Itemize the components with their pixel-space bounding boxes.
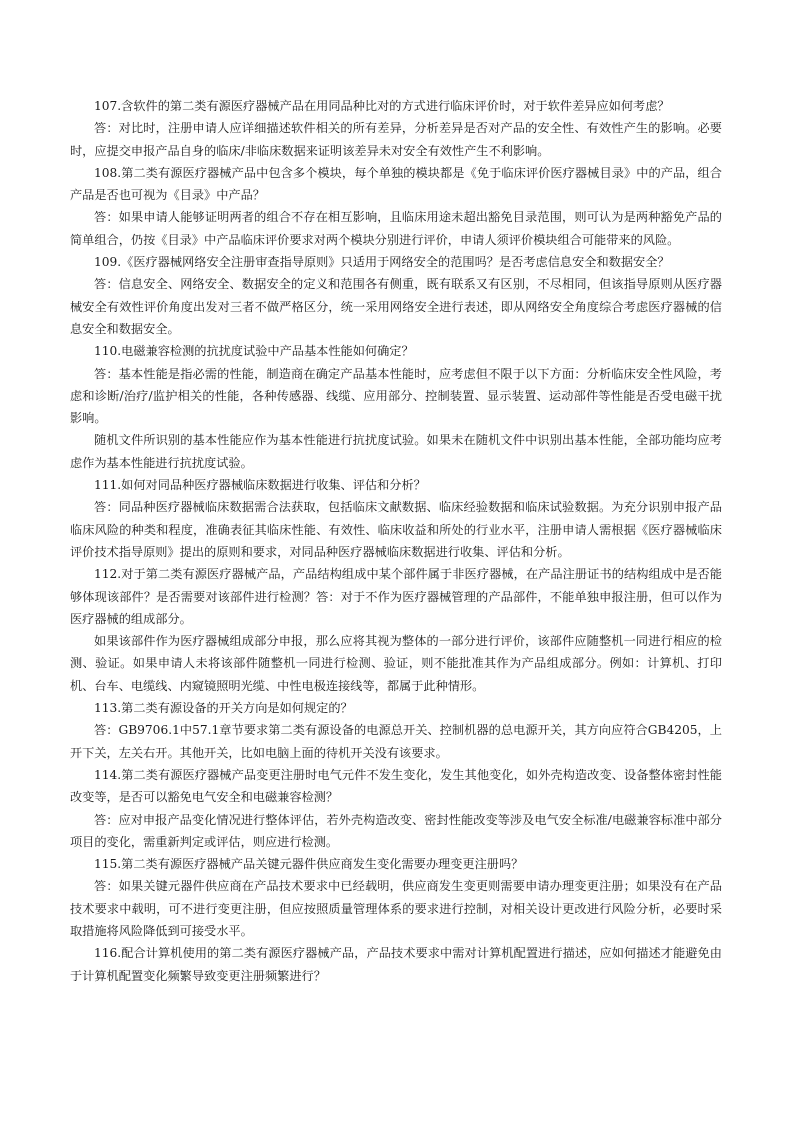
answer-110-continued: 随机文件所识别的基本性能应作为基本性能进行抗扰度试验。如果未在随机文件中识别出基本性能，全部功能均应考虑作为基本性能进行抗扰度试验。	[70, 433, 722, 470]
question-109: 109.《医疗器械网络安全注册审查指导原则》只适用于网络安全的范围吗？是否考虑信息安全和数据安全？	[94, 255, 670, 270]
question-114: 114.第二类有源医疗器械产品变更注册时电气元件不发生变化，发生其他变化，如外壳构造改变、设备整体密封性能改变等，是否可以豁免电气安全和电磁兼容检测？	[70, 767, 722, 805]
question-116: 116.配合计算机使用的第二类有源医疗器械产品，产品技术要求中需对计算机配置进行描述，应如何描述才能避免由于计算机配置变化频繁导致变更注册频繁进行？	[70, 946, 722, 983]
question-113: 113.第二类有源设备的开关方向是如何规定的？	[94, 701, 353, 716]
answer-114: 答：应对申报产品变化情况进行整体评估，若外壳构造改变、密封性能改变等涉及电气安全标准/电磁兼容标准中部分项目的变化，需重新判定或评估，则应进行检测。	[70, 812, 722, 849]
answer-112-continued: 如果该部件作为医疗器械组成部分申报，那么应将其视为整体的一部分进行评价，该部件应随整机一同进行相应的检测、验证。如果申请人未将该部件随整机一同进行检测、验证，则不能批准其作为产品组成部分。例如：计算机、打印机、台车、电缆线、内窥镜照明光缆、中性电极连接线等，都属于此种情形。	[70, 634, 722, 693]
answer-108: 答：如果申请人能够证明两者的组合不存在相互影响，且临床用途未超出豁免目录范围，则可认为是两种豁免产品的简单组合，仍按《目录》中产品临床评价要求对两个模块分别进行评价，申请人须评价模块组合可能带来的风险。	[70, 210, 722, 247]
question-115: 115.第二类有源医疗器械产品关键元器件供应商发生变化需要办理变更注册吗？	[94, 857, 524, 872]
question-111: 111.如何对同品种医疗器械临床数据进行收集、评估和分析？	[94, 478, 426, 493]
answer-111: 答：同品种医疗器械临床数据需合法获取，包括临床文献数据、临床经验数据和临床试验数据。为充分识别申报产品临床风险的种类和程度，准确表征其临床性能、有效性、临床收益和所处的行业水平，注册申请人需根据《医疗器械临床评价技术指导原则》提出的原则和要求，对同品种医疗器械临床数据进行收集、评估和分析。	[70, 500, 722, 559]
document-page	[70, 95, 722, 987]
answer-113: 答：GB9706.1中57.1章节要求第二类有源设备的电源总开关、控制机器的总电源开关，其方向应符合GB4205，上开下关，左关右开。其他开关，比如电脑上面的待机开关没有该要求。	[70, 723, 722, 760]
question-answer-112: 112.对于第二类有源医疗器械产品，产品结构组成中某个部件属于非医疗器械，在产品注册证书的结构组成中是否能够体现该部件？是否需要对该部件进行检测？答：对于不作为医疗器械管理的产品部件，不能单独申报注册，但可以作为医疗器械的组成部分。	[70, 567, 722, 626]
answer-107: 答：对比时，注册申请人应详细描述软件相关的所有差异，分析差异是否对产品的安全性、有效性产生的影响。必要时，应提交申报产品自身的临床/非临床数据来证明该差异未对安全有效性产生不利影响。	[70, 121, 722, 158]
question-110: 110.电磁兼容检测的抗扰度试验中产品基本性能如何确定？	[94, 344, 414, 359]
answer-109: 答：信息安全、网络安全、数据安全的定义和范围各有侧重，既有联系又有区别，不尽相同，但该指导原则从医疗器械安全有效性评价角度出发对三者不做严格区分，统一采用网络安全进行表述，即从网络安全角度综合考虑医疗器械的信息安全和数据安全。	[70, 277, 722, 336]
question-108: 108.第二类有源医疗器械产品中包含多个模块，每个单独的模块都是《免于临床评价医疗器械目录》中的产品，组合产品是否也可视为《目录》中产品？	[70, 165, 722, 203]
question-107: 107.含软件的第二类有源医疗器械产品在用同品种比对的方式进行临床评价时，对于软件差异应如何考虑？	[94, 99, 670, 113]
answer-110: 答：基本性能是指必需的性能，制造商在确定产品基本性能时，应考虑但不限于以下方面：分析临床安全性风险，考虑和诊断/治疗/监护相关的性能，各种传感器、线缆、应用部分、控制装置、显示装置、运动部件等性能是否受电磁干扰影响。	[70, 366, 722, 426]
answer-115: 答：如果关键元器件供应商在产品技术要求中已经载明，供应商发生变更则需要申请办理变更注册；如果没有在产品技术要求中载明，可不进行变更注册，但应按照质量管理体系的要求进行控制，对相关设计更改进行风险分析，必要时采取措施将风险降低到可接受水平。	[70, 879, 722, 938]
